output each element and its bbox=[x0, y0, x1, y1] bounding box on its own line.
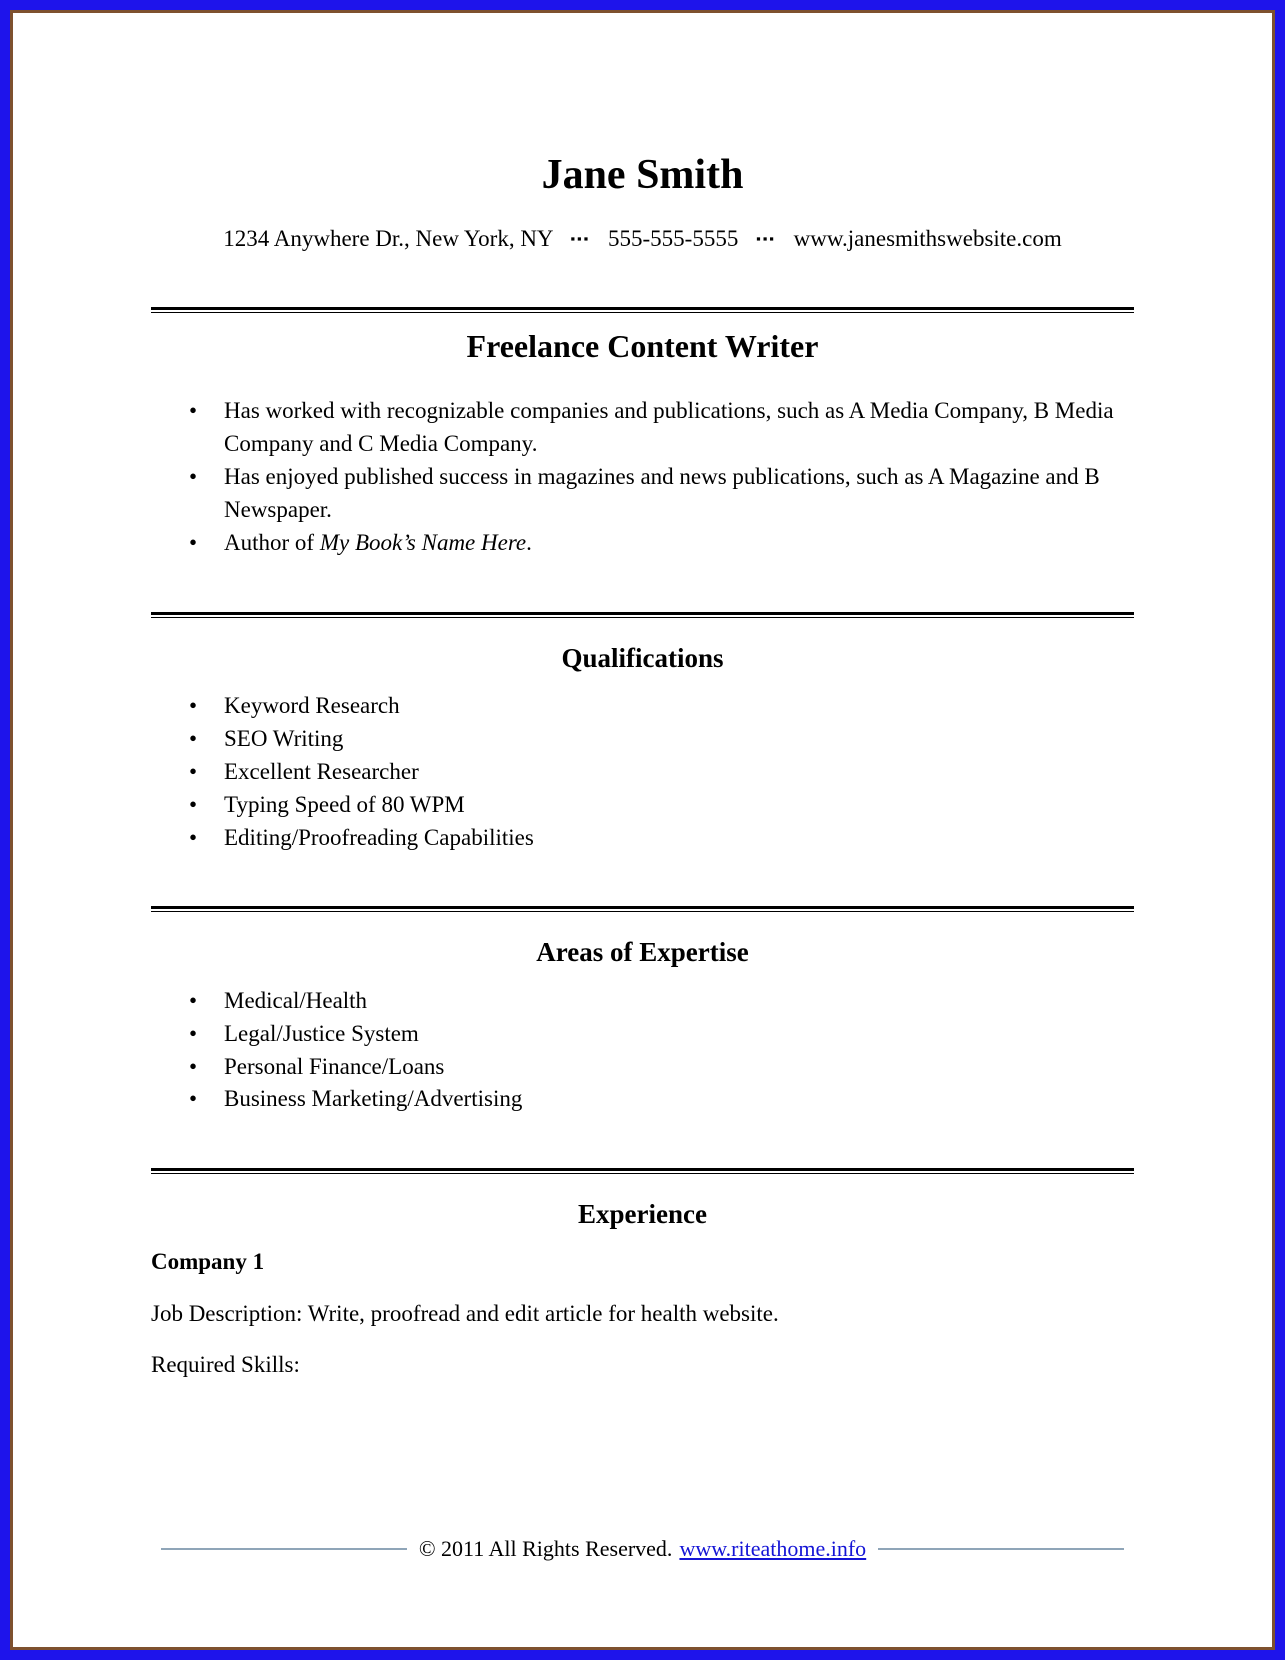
list-item bbox=[189, 723, 1134, 756]
bullet-icon: • bbox=[189, 398, 198, 424]
book-title: My Book’s Name Here bbox=[319, 529, 527, 555]
bullet-text: Legal/Justice System bbox=[224, 1020, 419, 1046]
author-prefix: Author of bbox=[224, 529, 320, 555]
copyright-text: © 2011 All Rights Reserved. bbox=[418, 1535, 673, 1561]
list-item bbox=[189, 1083, 1134, 1116]
bullet-text: Has enjoyed published success in magazines and news publications, such as A Magazine and B Newspaper. bbox=[224, 464, 1100, 522]
list-item bbox=[189, 690, 1134, 723]
section-heading-qualifications: Qualifications bbox=[561, 642, 724, 673]
section-divider bbox=[151, 906, 1134, 912]
bullet-text: Typing Speed of 80 WPM bbox=[224, 791, 465, 817]
bullet-text: Keyword Research bbox=[224, 693, 400, 719]
section-divider bbox=[151, 307, 1134, 313]
contact-address: 1234 Anywhere Dr., New York, NY bbox=[223, 226, 553, 252]
bullet-icon: • bbox=[189, 758, 198, 784]
list-item bbox=[189, 789, 1134, 822]
bullet-icon: • bbox=[189, 464, 198, 490]
squares-separator-icon: ▪▪▪ bbox=[756, 231, 776, 247]
page-inner-border bbox=[10, 10, 1275, 1650]
list-item bbox=[189, 1018, 1134, 1051]
contact-website: www.janesmithswebsite.com bbox=[793, 226, 1062, 252]
bullet-text: Excellent Researcher bbox=[224, 758, 419, 784]
bullet-text: Business Marketing/Advertising bbox=[224, 1086, 523, 1112]
profile-bullet-list bbox=[151, 395, 1134, 559]
footer-divider-left bbox=[161, 1548, 407, 1550]
section-heading-experience: Experience bbox=[578, 1199, 707, 1230]
list-item bbox=[189, 985, 1134, 1018]
bullet-icon: • bbox=[189, 1053, 198, 1079]
section-heading-expertise: Areas of Expertise bbox=[536, 937, 749, 968]
list-item bbox=[189, 527, 1134, 560]
section-divider bbox=[151, 1168, 1134, 1174]
list-item bbox=[189, 756, 1134, 789]
bullet-icon: • bbox=[189, 725, 198, 751]
author-suffix: . bbox=[526, 529, 532, 555]
bullet-text: Personal Finance/Loans bbox=[224, 1053, 445, 1079]
page-footer bbox=[10, 1536, 1275, 1562]
contact-line bbox=[151, 225, 1134, 253]
section-divider bbox=[151, 612, 1134, 618]
squares-separator-icon: ▪▪▪ bbox=[570, 231, 591, 247]
footer-divider-right bbox=[878, 1548, 1124, 1550]
bullet-text: SEO Writing bbox=[224, 725, 344, 751]
bullet-icon: • bbox=[189, 529, 198, 555]
bullet-text: Editing/Proofreading Capabilities bbox=[224, 824, 534, 850]
qualifications-bullet-list bbox=[151, 690, 1134, 854]
required-skills-label: Required Skills: bbox=[151, 1352, 300, 1378]
list-item bbox=[189, 461, 1134, 527]
list-item bbox=[189, 1051, 1134, 1084]
bullet-text bbox=[224, 527, 1134, 560]
bullet-icon: • bbox=[189, 824, 198, 850]
bullet-icon: • bbox=[189, 1020, 198, 1046]
bullet-icon: • bbox=[189, 987, 198, 1013]
list-item bbox=[189, 395, 1134, 461]
contact-phone: 555-555-5555 bbox=[608, 226, 739, 252]
bullet-text: Medical/Health bbox=[224, 987, 368, 1013]
company-name: Company 1 bbox=[151, 1248, 265, 1274]
section-heading-profile: Freelance Content Writer bbox=[466, 327, 819, 364]
bullet-icon: • bbox=[189, 791, 198, 817]
bullet-text: Has worked with recognizable companies and publications, such as A Media Company, B Media Company and C Media Company. bbox=[224, 398, 1114, 457]
page-title: Jane Smith bbox=[541, 152, 744, 198]
list-item bbox=[189, 822, 1134, 855]
job-description: Job Description: Write, proofread and edit article for health website. bbox=[151, 1300, 779, 1326]
expertise-bullet-list bbox=[151, 985, 1134, 1117]
bullet-icon: • bbox=[189, 693, 198, 719]
footer-link[interactable]: www.riteathome.info bbox=[679, 1535, 867, 1561]
bullet-icon: • bbox=[189, 1086, 198, 1112]
